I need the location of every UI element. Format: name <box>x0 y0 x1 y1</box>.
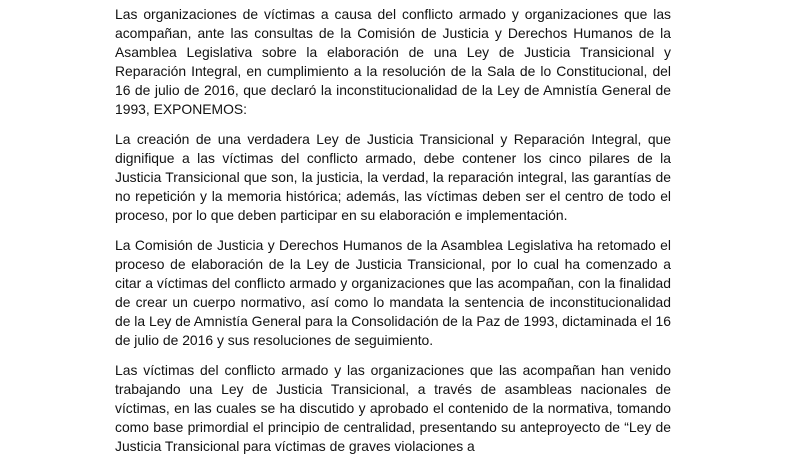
paragraph-law-creation: La creación de una verdadera Ley de Justicia Transicional y Reparación Integral, que dignifique a las víctimas del conflicto armado, debe contener los cinco pilares de la Justicia Transicional que son, la justicia, la verdad, la reparación integral, las garantías de no repetición y la memoria histórica; además, las víctimas deben ser el centro de todo el proceso, por lo que deben participar en su elaboración e implementación. <box>115 131 671 223</box>
document-page <box>115 5 671 467</box>
paragraph-intro: Las organizaciones de víctimas a causa del conflicto armado y organizaciones que las acompañan, ante las consultas de la Comisión de Justicia y Derechos Humanos de la Asamblea Legislativa sobre la elaboración de una Ley de Justicia Transicional y Reparación Integral, en cumplimiento a la resolución de la Sala de lo Constitucional, del 16 de julio de 2016, que declaró la inconstitucionalidad de la Ley de Amnistía General de 1993, EXPONEMOS: <box>115 6 671 117</box>
paragraph-commission-process: La Comisión de Justicia y Derechos Humanos de la Asamblea Legislativa ha retomado el proceso de elaboración de la Ley de Justicia Transicional, por lo cual ha comenzado a citar a víctimas del conflicto armado y organizaciones que las acompañan, con la finalidad de crear un cuerpo normativo, así como lo mandata la sentencia de inconstitucionalidad de la Ley de Amnistía General para la Consolidación de la Paz de 1993, dictaminada el 16 de julio de 2016 y sus resoluciones de seguimiento. <box>115 237 671 348</box>
paragraph-victims-work: Las víctimas del conflicto armado y las organizaciones que las acompañan han venido trabajando una Ley de Justicia Transicional, a través de asambleas nacionales de víctimas, en las cuales se ha discutido y aprobado el contenido de la normativa, tomando como base primordial el principio de centralidad, presentando su anteproyecto de “Ley de Justicia Transicional para víctimas de graves violaciones a <box>115 362 671 454</box>
